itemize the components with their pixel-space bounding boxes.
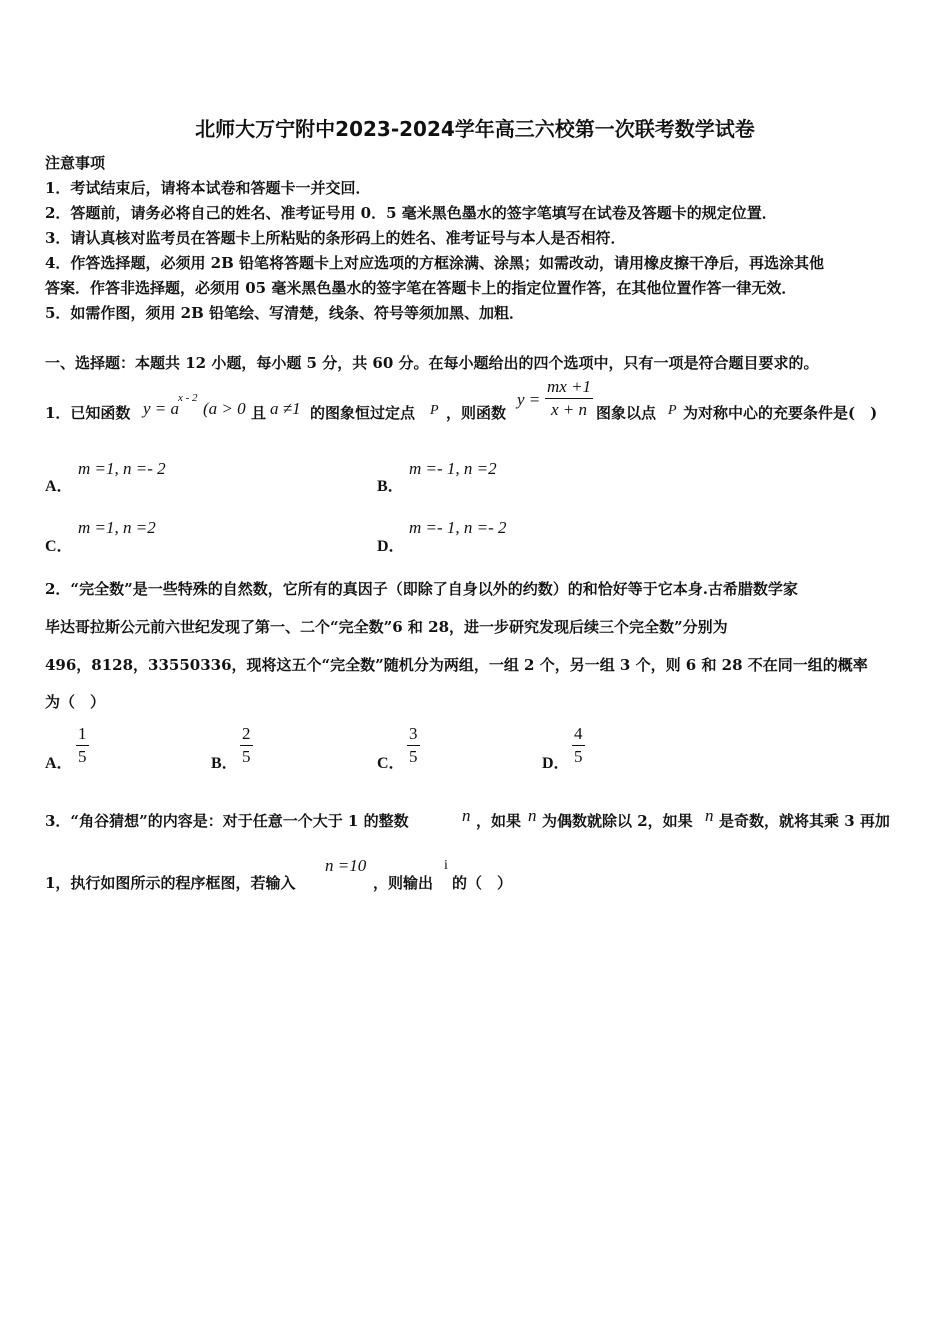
option-a: m =1, n =- 2 bbox=[78, 459, 166, 478]
q3-var-n: n bbox=[705, 806, 714, 825]
q3-var-i: i bbox=[444, 858, 448, 873]
q1-function: y = a bbox=[143, 399, 180, 418]
option-label: B． bbox=[377, 478, 404, 495]
option-label: A． bbox=[45, 755, 73, 772]
q1-condition: a ≠1 bbox=[270, 399, 301, 418]
option-b: m =- 1, n =2 bbox=[409, 459, 497, 478]
numerator: 3 bbox=[409, 724, 418, 743]
q1-exponent: x - 2 bbox=[178, 392, 198, 404]
option-b bbox=[240, 724, 253, 767]
numerator: 1 bbox=[78, 724, 87, 743]
q1-denominator: x + n bbox=[551, 400, 588, 419]
option-c bbox=[407, 724, 420, 767]
q1-text: 且 bbox=[251, 404, 267, 422]
notice-item: 答案．作答非选择题，必须用 05 毫米黑色墨水的签字笔在答题卡上的指定位置作答，在其他位置作答一律无效． bbox=[45, 279, 797, 297]
denominator: 5 bbox=[78, 747, 87, 766]
page-title: 北师大万宁附中2023-2024学年高三六校第一次联考数学试卷 bbox=[195, 117, 755, 141]
q1-point: P bbox=[668, 403, 677, 418]
fraction-bar bbox=[240, 745, 253, 746]
q3-text: 是奇数，就将其乘 3 再加 bbox=[719, 812, 890, 830]
q2-text: 496，8128，33550336，现将这五个“完全数”随机分为两组，一组 2 个，另一组 3 个，则 6 和 28 不在同一组的概率 bbox=[45, 656, 868, 674]
fraction-bar bbox=[407, 745, 420, 746]
fraction-bar bbox=[76, 745, 89, 746]
q3-text: 3．“角谷猜想”的内容是：对于任意一个大于 1 的整数 bbox=[45, 812, 409, 830]
q1-condition: (a > 0 bbox=[203, 399, 246, 418]
option-d: m =- 1, n =- 2 bbox=[409, 518, 507, 537]
q1-text: ，则函数 bbox=[446, 404, 507, 422]
q1-text: 为对称中心的充要条件是( ) bbox=[683, 404, 878, 422]
q3-input: n =10 bbox=[325, 856, 367, 875]
notice-item: 1．考试结束后，请将本试卷和答题卡一并交回． bbox=[45, 179, 371, 197]
q1-text: 1．已知函数 bbox=[45, 404, 131, 422]
q3-var-n: n bbox=[462, 806, 471, 825]
numerator: 4 bbox=[574, 724, 583, 743]
notice-item: 3．请认真核对监考员在答题卡上所粘贴的条形码上的姓名、准考证号与本人是否相符． bbox=[45, 229, 626, 247]
q1-text: 的图象恒过定点 bbox=[310, 404, 416, 422]
notice-heading: 注意事项 bbox=[45, 154, 106, 172]
option-d bbox=[572, 724, 585, 767]
option-label: B． bbox=[211, 755, 238, 772]
q3-text: 为偶数就除以 2，如果 bbox=[542, 812, 693, 830]
option-label: D． bbox=[542, 755, 570, 772]
q3-text: 的（ ） bbox=[452, 874, 513, 892]
numerator: 2 bbox=[242, 724, 251, 743]
q1-point: P bbox=[430, 403, 439, 418]
notice-item: 2．答题前，请务必将自己的姓名、准考证号用 0．5 毫米黑色墨水的签字笔填写在试卷及答题卡的规定位置． bbox=[45, 204, 777, 222]
denominator: 5 bbox=[409, 747, 418, 766]
q2-text: 2．“完全数”是一些特殊的自然数，它所有的真因子（即除了自身以外的约数）的和恰好等于它本身.古希腊数学家 bbox=[45, 580, 798, 598]
option-label: A． bbox=[45, 478, 73, 495]
section-heading: 一、选择题：本题共 12 小题，每小题 5 分，共 60 分。在每小题给出的四个选项中，只有一项是符合题目要求的。 bbox=[45, 354, 819, 372]
q1-fraction bbox=[545, 377, 593, 420]
q1-y: y = bbox=[517, 390, 541, 409]
q1-text: 图象以点 bbox=[596, 404, 657, 422]
q3-text: 1，执行如图所示的程序框图，若输入 bbox=[45, 874, 296, 892]
q3-text: ，则输出 bbox=[373, 874, 434, 892]
option-label: C． bbox=[377, 755, 405, 772]
fraction-bar bbox=[545, 398, 593, 399]
fraction-bar bbox=[572, 745, 585, 746]
q2-text: 毕达哥拉斯公元前六世纪发现了第一、二个“完全数”6 和 28，进一步研究发现后续三个完全数”分别为 bbox=[45, 618, 728, 636]
option-label: C． bbox=[45, 538, 73, 555]
q3-var-n: n bbox=[528, 806, 537, 825]
option-label: D． bbox=[377, 538, 405, 555]
q2-text: 为（ ） bbox=[45, 693, 106, 711]
notice-item: 4．作答选择题，必须用 2B 铅笔将答题卡上对应选项的方框涂满、涂黑；如需改动，请用橡皮擦干净后，再选涂其他 bbox=[45, 254, 825, 272]
denominator: 5 bbox=[242, 747, 251, 766]
option-c: m =1, n =2 bbox=[78, 518, 156, 537]
q3-text: ，如果 bbox=[476, 812, 522, 830]
notice-item: 5．如需作图，须用 2B 铅笔绘、写清楚，线条、符号等须加黑、加粗． bbox=[45, 304, 524, 322]
denominator: 5 bbox=[574, 747, 583, 766]
q1-numerator: mx +1 bbox=[547, 377, 592, 396]
option-a bbox=[76, 724, 89, 767]
